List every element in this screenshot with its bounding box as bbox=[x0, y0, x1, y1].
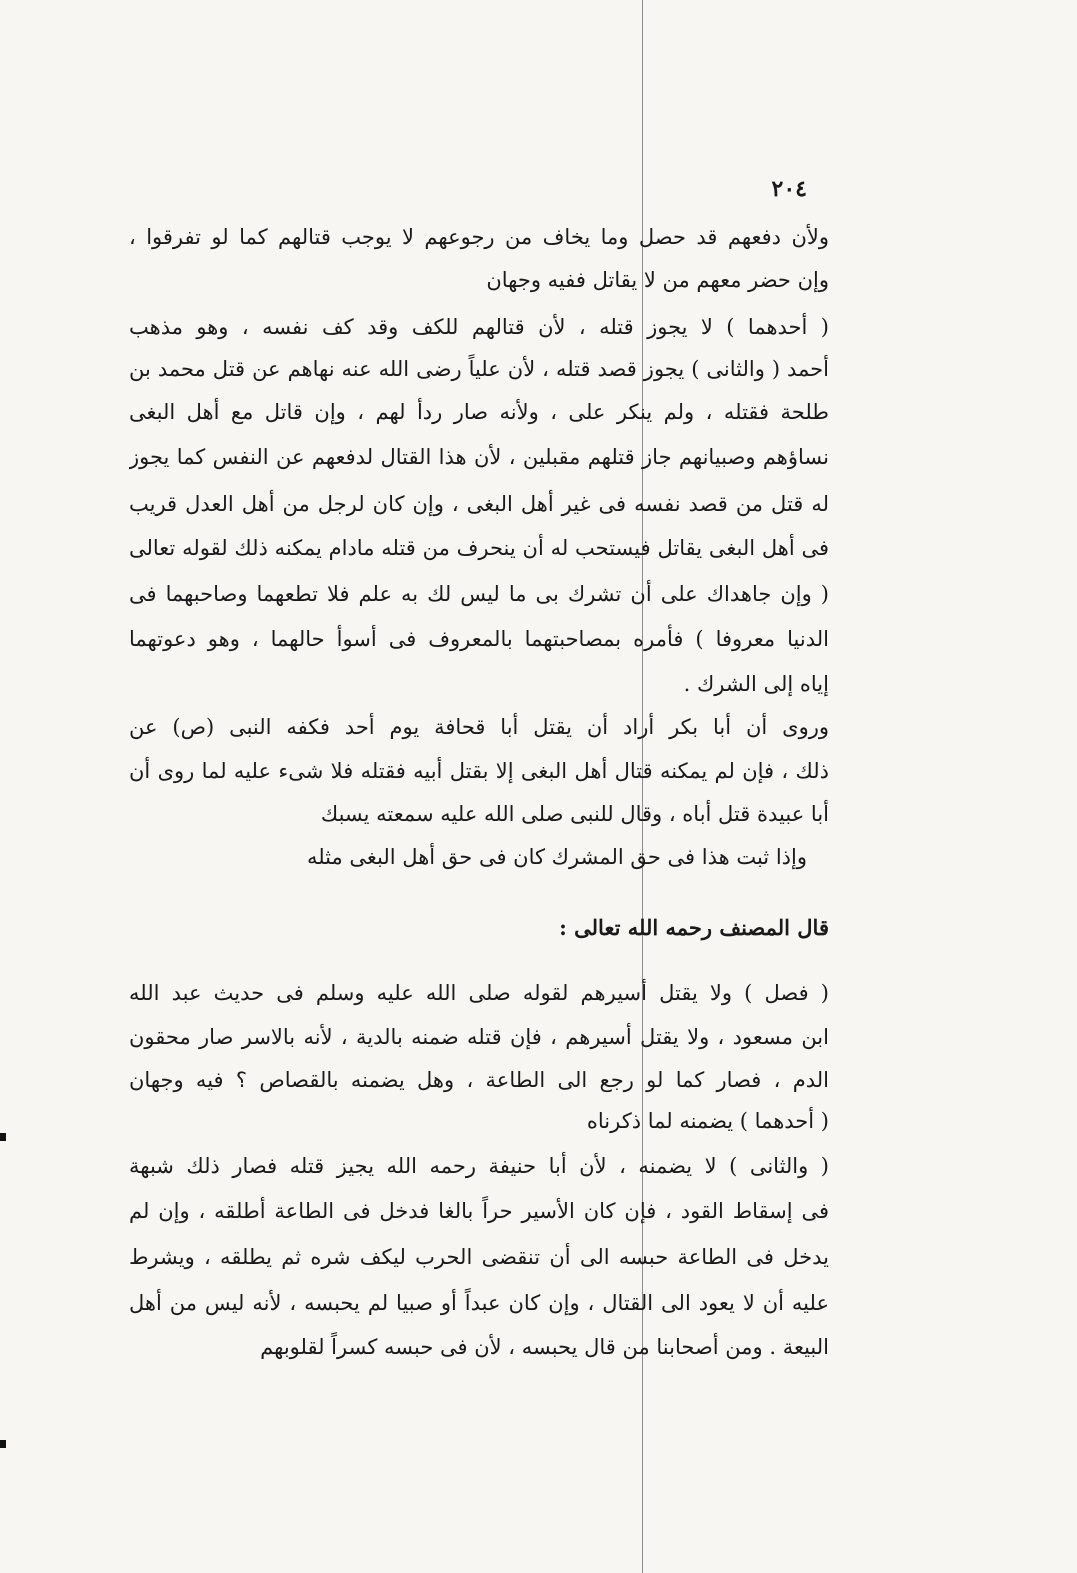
text-line: البيعة . ومن أصحابنا من قال يحبسه ، لأن فى حبسه كسراً لقلوبهم bbox=[260, 1335, 829, 1359]
text-line: طلحة فقتله ، ولم ينكر على ، ولأنه صار ردأ لهم ، وإن قاتل مع أهل البغى bbox=[129, 400, 829, 424]
text-line: ( فصل ) ولا يقتل أسيرهم لقوله صلى الله عليه وسلم فى حديث عبد الله bbox=[129, 981, 829, 1005]
text-line: ( أحدهما ) لا يجوز قتله ، لأن قتالهم للكف وقد كف نفسه ، وهو مذهب bbox=[129, 315, 829, 339]
text-line: وروى أن أبا بكر أراد أن يقتل أبا قحافة يوم أحد فكفه النبى (ص) عن bbox=[129, 715, 829, 739]
text-line: ذلك ، فإن لم يمكنه قتال أهل البغى إلا بقتل أبيه فقتله فلا شىء عليه لما روى أن bbox=[129, 759, 829, 783]
text-line: وإن حضر معهم من لا يقاتل ففيه وجهان bbox=[486, 268, 829, 292]
text-line: ( وإن جاهداك على أن تشرك بى ما ليس لك به علم فلا تطعهما وصاحبهما فى bbox=[129, 582, 829, 606]
section-heading: قال المصنف رحمه الله تعالى : bbox=[559, 915, 829, 940]
text-line: ( أحدهما ) يضمنه لما ذكرناه bbox=[586, 1109, 829, 1133]
text-line: عليه أن لا يعود الى القتال ، وإن كان عبداً أو صبيا لم يحبسه ، لأنه ليس من أهل bbox=[129, 1291, 829, 1315]
text-line: ابن مسعود ، ولا يقتل أسيرهم ، فإن قتله ضمنه بالدية ، لأنه بالاسر صار محقون bbox=[129, 1025, 829, 1049]
text-line: ولأن دفعهم قد حصل وما يخاف من رجوعهم لا يوجب قتالهم كما لو تفرقوا ، bbox=[129, 225, 829, 249]
text-line: نساؤهم وصبيانهم جاز قتلهم مقبلين ، لأن هذا القتال لدفعهم عن النفس كما يجوز bbox=[129, 445, 829, 469]
text-line: فى أهل البغى يقاتل فيستحب له أن ينحرف من قتله مادام يمكنه ذلك لقوله تعالى bbox=[129, 536, 829, 560]
text-line: أبا عبيدة قتل أباه ، وقال للنبى صلى الله عليه سمعته يسبك bbox=[320, 802, 829, 826]
page-number: ٢٠٤ bbox=[771, 176, 807, 202]
text-line: ( والثانى ) لا يضمنه ، لأن أبا حنيفة رحمه الله يجيز قتله فصار ذلك شبهة bbox=[129, 1154, 829, 1178]
text-line: الدم ، فصار كما لو رجع الى الطاعة ، وهل يضمنه بالقصاص ؟ فيه وجهان bbox=[129, 1068, 829, 1092]
text-line: الدنيا معروفا ) فأمره بمصاحبتهما بالمعروف فى أسوأ حالهما ، وهو دعوتهما bbox=[129, 627, 829, 651]
text-line: يدخل فى الطاعة حبسه الى أن تنقضى الحرب ليكف شره ثم يطلقه ، ويشرط bbox=[129, 1245, 829, 1269]
binding-mark bbox=[0, 1440, 6, 1448]
text-line: وإذا ثبت هذا فى حق المشرك كان فى حق أهل البغى مثله bbox=[306, 845, 807, 869]
text-line: فى إسقاط القود ، فإن كان الأسير حراً بالغا فدخل فى الطاعة أطلقه ، وإن لم bbox=[129, 1199, 829, 1223]
text-line: أحمد ( والثانى ) يجوز قصد قتله ، لأن علياً رضى الله عنه نهاهم عن قتل محمد بن bbox=[129, 357, 829, 381]
text-line: إياه إلى الشرك . bbox=[683, 672, 829, 696]
text-line: له قتل من قصد نفسه فى غير أهل البغى ، وإن كان لرجل من أهل العدل قريب bbox=[129, 492, 829, 516]
binding-mark bbox=[0, 1133, 6, 1141]
